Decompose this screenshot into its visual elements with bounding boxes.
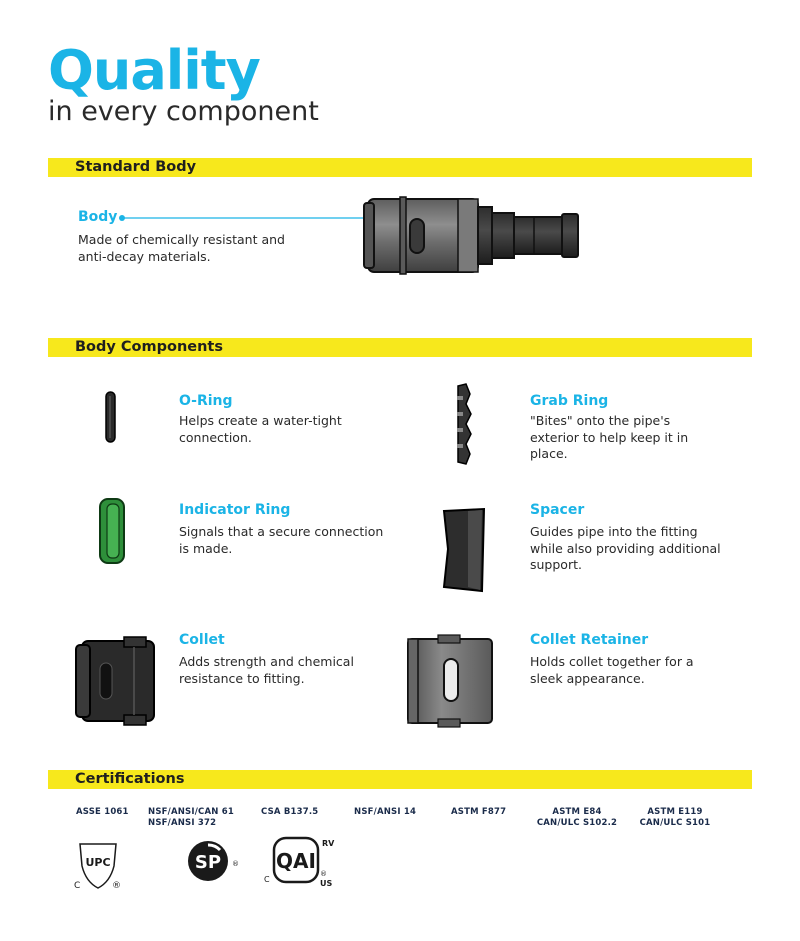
- collet-retainer-illustration: [404, 633, 496, 729]
- body-fitting-illustration: [362, 193, 584, 278]
- svg-text:RV: RV: [322, 839, 335, 848]
- svg-text:SP: SP: [194, 852, 222, 873]
- page-title: Quality: [48, 39, 260, 102]
- cert-asse-1061: ASSE 1061: [76, 807, 129, 817]
- cert-nsf-61-372: NSF/ANSI/CAN 61 NSF/ANSI 372: [148, 807, 234, 828]
- cert-astm-f877: ASTM F877: [451, 807, 507, 817]
- svg-text:®: ®: [112, 881, 121, 891]
- svg-text:US: US: [320, 879, 333, 888]
- oring-illustration: [104, 390, 118, 444]
- body-description: Made of chemically resistant and anti-decay materials.: [78, 232, 285, 264]
- collet-illustration: [74, 633, 160, 729]
- oring-description: Helps create a water-tight connection.: [179, 413, 342, 445]
- indicator-ring-illustration: [97, 496, 129, 566]
- svg-text:®: ®: [320, 870, 327, 878]
- oring-title: O-Ring: [179, 393, 233, 409]
- svg-text:UPC: UPC: [85, 856, 111, 869]
- body-label: Body: [78, 209, 118, 225]
- cert-nsf-14: NSF/ANSI 14: [354, 807, 417, 817]
- svg-text:C: C: [74, 881, 81, 891]
- indicator-ring-description: Signals that a secure connection is made.: [179, 524, 384, 556]
- section-band-body-components: [48, 338, 752, 357]
- svg-text:QAI: QAI: [276, 849, 316, 873]
- grab-ring-title: Grab Ring: [530, 393, 609, 409]
- csa-logo: [186, 838, 242, 886]
- grab-ring-illustration: [452, 382, 476, 466]
- grab-ring-description: "Bites" onto the pipe's exterior to help keep it in place.: [530, 413, 689, 461]
- section-title: Body Components: [75, 339, 223, 355]
- section-band-certifications: [48, 770, 752, 789]
- collet-retainer-description: Holds collet together for a sleek appearance.: [530, 654, 694, 686]
- svg-text:®: ®: [232, 860, 239, 868]
- cert-astm-e84: ASTM E84 CAN/ULC S102.2: [536, 807, 618, 828]
- section-title: Certifications: [75, 771, 185, 787]
- collet-title: Collet: [179, 632, 225, 648]
- cert-astm-e119: ASTM E119 CAN/ULC S101: [639, 807, 711, 828]
- collet-description: Adds strength and chemical resistance to fitting.: [179, 654, 354, 686]
- svg-text:C: C: [264, 875, 270, 884]
- spacer-illustration: [440, 507, 488, 593]
- spacer-title: Spacer: [530, 502, 585, 518]
- collet-retainer-title: Collet Retainer: [530, 632, 649, 648]
- cert-csa-b137: CSA B137.5: [261, 807, 319, 817]
- section-band-standard-body: [48, 158, 752, 177]
- indicator-ring-title: Indicator Ring: [179, 502, 291, 518]
- page-subtitle: in every component: [48, 96, 319, 127]
- upc-logo: [72, 840, 128, 892]
- spacer-description: Guides pipe into the fitting while also providing additional support.: [530, 524, 721, 572]
- qai-logo: [264, 832, 340, 890]
- body-callout-line: [118, 214, 378, 222]
- section-title: Standard Body: [75, 159, 197, 175]
